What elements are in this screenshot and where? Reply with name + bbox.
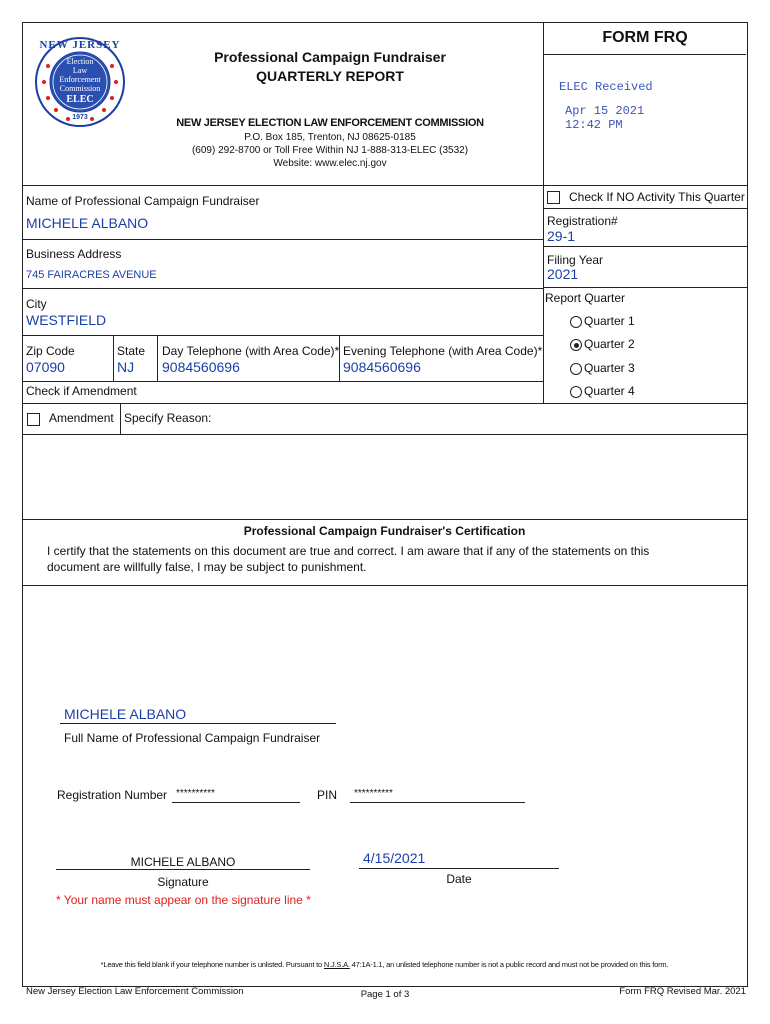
state-field[interactable]: NJ xyxy=(117,359,135,375)
report-title-line-2: QUARTERLY REPORT xyxy=(256,68,404,84)
agency-website: Website: www.elec.nj.gov xyxy=(273,158,387,169)
signature-label: Signature xyxy=(157,875,209,889)
certification-text-line-1: I certify that the statements on this document are true and correct. I am aware that if any of the statements on this xyxy=(47,544,650,558)
amendment-row-top xyxy=(22,403,747,404)
quarter-4-radio[interactable] xyxy=(570,386,582,398)
filing-year-label: Filing Year xyxy=(547,253,604,267)
city-row-bottom xyxy=(22,335,543,336)
footer-page-number: Page 1 of 3 xyxy=(360,989,410,1000)
certification-heading: Professional Campaign Fundraiser's Certification xyxy=(243,524,526,538)
amendment-row-divider xyxy=(120,403,121,434)
date-field[interactable]: 4/15/2021 xyxy=(363,850,426,866)
report-title-line-1: Professional Campaign Fundraiser xyxy=(214,49,446,65)
filing-year-field[interactable]: 2021 xyxy=(547,266,579,282)
registration-field[interactable]: 29-1 xyxy=(547,228,576,244)
certification-top xyxy=(22,519,747,520)
unlisted-phone-footnote xyxy=(22,960,747,969)
zip-label: Zip Code xyxy=(26,344,75,358)
fundraiser-name-field[interactable]: MICHELE ALBANO xyxy=(26,215,149,231)
elec-seal xyxy=(34,36,126,128)
certification-text-line-2: document are willfully false, I may be subject to punishment. xyxy=(47,560,367,574)
zip-divider xyxy=(113,335,114,381)
received-stamp-line-3: 12:42 PM xyxy=(565,118,623,132)
evening-phone-field[interactable]: 9084560696 xyxy=(343,359,421,375)
signature-note: * Your name must appear on the signature line * xyxy=(56,893,311,907)
fundraiser-name-label: Name of Professional Campaign Fundraiser xyxy=(26,194,260,208)
footer-form-revision: Form FRQ Revised Mar. 2021 xyxy=(619,986,746,997)
zip-field[interactable]: 07090 xyxy=(26,359,65,375)
pin-underline xyxy=(350,802,525,803)
seal-line-1: Election xyxy=(66,57,94,66)
footnote-statute-link[interactable]: N.J.S.A. xyxy=(323,960,350,969)
full-name-field[interactable]: MICHELE ALBANO xyxy=(64,706,187,722)
city-field[interactable]: WESTFIELD xyxy=(26,312,107,328)
quarter-1-radio[interactable] xyxy=(570,316,582,328)
address-row-bottom xyxy=(22,288,543,289)
form-id-divider xyxy=(543,54,746,55)
name-row-bottom xyxy=(22,239,543,240)
city-label: City xyxy=(26,297,47,311)
left-col-right-border xyxy=(543,185,544,403)
received-stamp-line-2: Apr 15 2021 xyxy=(565,104,645,118)
date-label: Date xyxy=(446,872,472,886)
seal-ring-text: NEW JERSEY xyxy=(39,39,121,51)
signature-underline xyxy=(56,869,310,870)
seal-line-3: Enforcement xyxy=(59,75,101,84)
no-activity-label: Check If NO Activity This Quarter xyxy=(569,190,745,204)
filing-year-bottom xyxy=(543,287,747,288)
day-phone-label: Day Telephone (with Area Code)* xyxy=(162,344,340,358)
seal-mark: ELEC xyxy=(66,94,94,105)
amendment-checkbox[interactable] xyxy=(27,413,40,426)
business-address-field[interactable]: 745 FAIRACRES AVENUE xyxy=(26,269,157,281)
cert-registration-field[interactable]: ********** xyxy=(176,788,215,799)
form-id: FORM FRQ xyxy=(602,29,688,46)
day-phone-divider xyxy=(339,335,340,381)
day-phone-field[interactable]: 9084560696 xyxy=(162,359,240,375)
evening-phone-label: Evening Telephone (with Area Code)* xyxy=(343,344,543,358)
amendment-label: Amendment xyxy=(49,411,114,425)
received-stamp-line-1: ELEC Received xyxy=(559,80,653,94)
agency-phone: (609) 292-8700 or Toll Free Within NJ 1-888-313-ELEC (3532) xyxy=(191,145,469,156)
cert-registration-underline xyxy=(172,802,300,803)
signature-field[interactable]: MICHELE ALBANO xyxy=(130,855,236,869)
date-underline xyxy=(359,868,559,869)
seal-line-2: Law xyxy=(72,66,88,75)
no-activity-checkbox[interactable] xyxy=(547,191,560,204)
header-divider xyxy=(22,185,747,186)
quarter-2-label: Quarter 2 xyxy=(584,337,635,351)
quarter-3-radio[interactable] xyxy=(570,363,582,375)
amendment-section-label: Check if Amendment xyxy=(26,384,137,398)
amendment-reason-field[interactable] xyxy=(23,435,746,519)
seal-line-4: Commission xyxy=(59,84,101,93)
report-quarter-label: Report Quarter xyxy=(545,291,626,305)
full-name-underline xyxy=(60,723,336,724)
business-address-label: Business Address xyxy=(26,247,122,261)
certification-bottom xyxy=(22,585,747,586)
state-label: State xyxy=(117,344,146,358)
state-divider xyxy=(157,335,158,381)
footer-agency: New Jersey Election Law Enforcement Commission xyxy=(26,986,244,997)
agency-address: P.O. Box 185, Trenton, NJ 08625-0185 xyxy=(244,132,416,143)
quarter-3-label: Quarter 3 xyxy=(584,361,635,375)
quarter-2-radio[interactable] xyxy=(570,339,582,351)
specify-reason-label: Specify Reason: xyxy=(124,411,212,425)
footnote-text-after: 47:1A-1.1, an unlisted telephone number is not a public record and must not be provided on this form. xyxy=(349,960,669,969)
seal-year: 1973 xyxy=(72,114,88,121)
quarter-4-label: Quarter 4 xyxy=(584,384,635,398)
no-activity-bottom xyxy=(543,208,747,209)
full-name-label: Full Name of Professional Campaign Fundraiser xyxy=(64,731,321,745)
registration-bottom xyxy=(543,246,747,247)
footnote-text-before: *Leave this field blank if your telephone number is unlisted. Pursuant to xyxy=(100,960,324,969)
phone-row-bottom xyxy=(22,381,543,382)
agency-name: NEW JERSEY ELECTION LAW ENFORCEMENT COMMISSION xyxy=(176,117,484,129)
registration-label: Registration# xyxy=(547,214,618,228)
quarter-1-label: Quarter 1 xyxy=(584,314,635,328)
pin-label: PIN xyxy=(317,788,338,802)
pin-field[interactable]: ********** xyxy=(354,788,393,799)
cert-registration-label: Registration Number xyxy=(57,788,168,802)
